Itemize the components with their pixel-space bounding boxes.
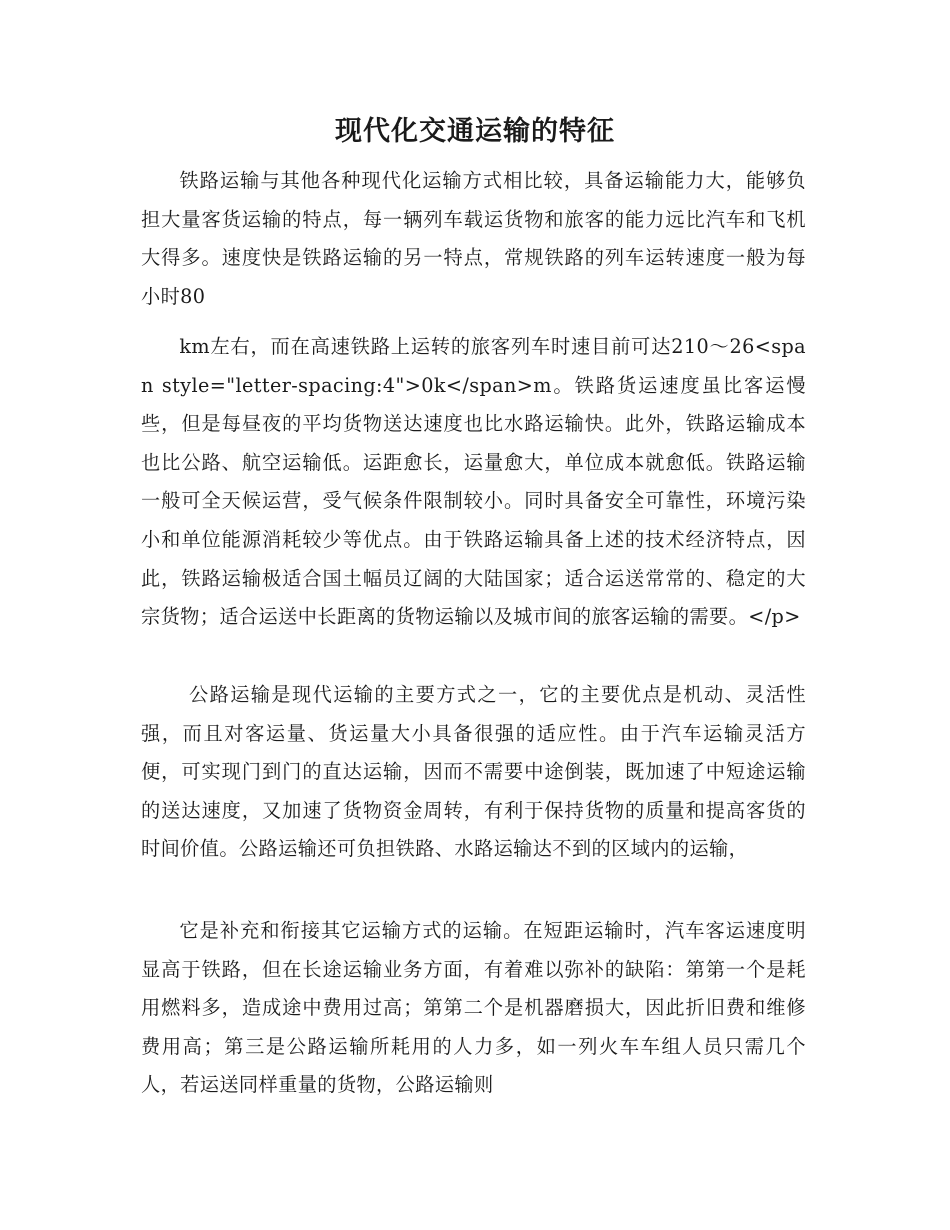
- document-title: 现代化交通运输的特征: [335, 116, 615, 147]
- paragraph-railway-capacity: 铁路运输与其他各种现代化运输方式相比较，具备运输能力大，能够负担大量客货运输的特点，每一辆列车载运货物和旅客的能力远比汽车和飞机大得多。速度快是铁路运输的另一特点，常规铁路的列车运转速度一般为每小时80: [141, 169, 806, 308]
- paragraph-railway-speed-cost: km左右，而在高速铁路上运转的旅客列车时速目前可达210～26<span style="letter-spacing:4">0k</span>m。铁路货运速度虽比客运慢些，但是每昼夜的平均货物送达速度也比水路运输快。此外，铁路运输成本也比公路、航空运输低。运距愈长，运量愈大，单位成本就愈低。铁路运输一般可全天候运营，受气候条件限制较小。同时具备安全可靠性，环境污染小和单位能源消耗较少等优点。由于铁路运输具备上述的技术经济特点，因此，铁路运输极适合国土幅员辽阔的大陆国家；适合运送常常的、稳定的大宗货物；适合运送中长距离的货物运输以及城市间的旅客运输的需要。</p>: [141, 335, 806, 629]
- paragraph-road-transport: 公路运输是现代运输的主要方式之一，它的主要优点是机动、灵活性强，而且对客运量、货运量大小具备很强的适应性。由于汽车运输灵活方便，可实现门到门的直达运输，因而不需要中途倒装，既加速了中短途运输的送达速度，又加速了货物资金周转，有利于保持货物的质量和提高客货的时间价值。公路运输还可负担铁路、水路运输达不到的区域内的运输，: [141, 683, 806, 861]
- paragraph-road-drawbacks: 它是补充和衔接其它运输方式的运输。在短距运输时，汽车客运速度明显高于铁路，但在长途运输业务方面，有着难以弥补的缺陷：第第一个是耗用燃料多，造成途中费用过高；第第二个是机器磨损大，因此折旧费和维修费用高；第三是公路运输所耗用的人力多，如一列火车车组人员只需几个人，若运送同样重量的货物，公路运输则: [141, 919, 806, 1097]
